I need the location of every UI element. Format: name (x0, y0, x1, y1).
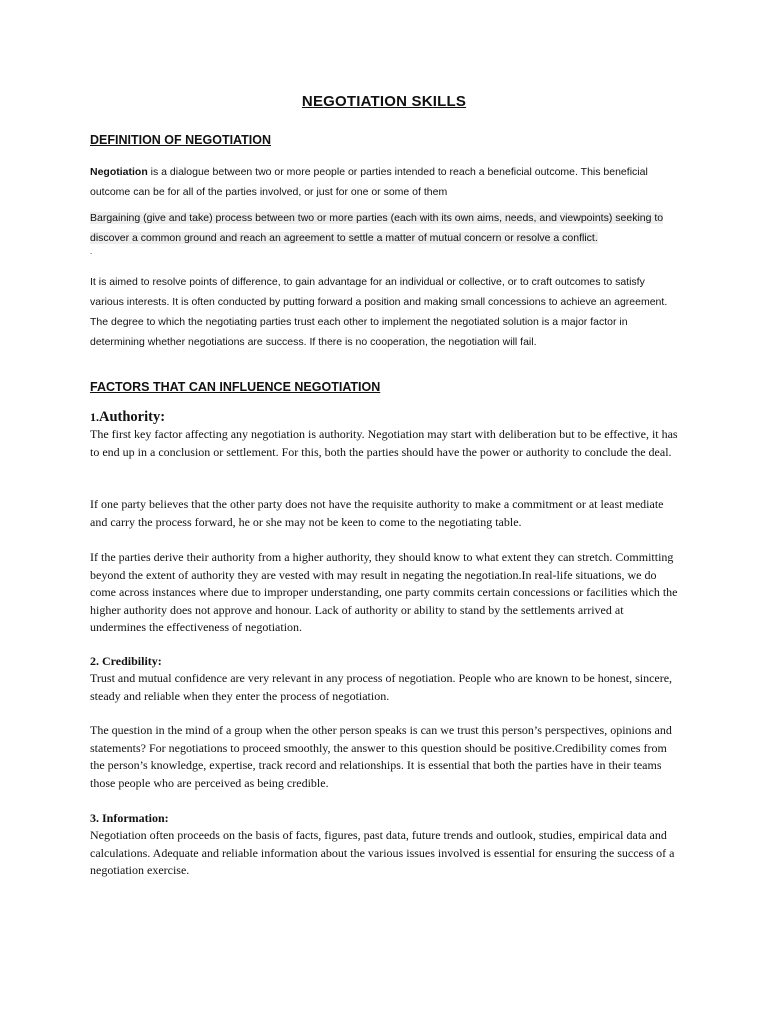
authority-paragraph-2: If one party believes that the other party does not have the requisite authority to make a commitment or at least mediate and carry the process forward, he or she may not be keen to come to the negotiating table. (90, 497, 664, 529)
credibility-paragraph-1: Trust and mutual confidence are very relevant in any process of negotiation. People who are known to be honest, sincere, steady and reliable when they enter the process of negotiation. (90, 671, 673, 703)
information-heading: 3. Information: (90, 811, 169, 825)
authority-paragraph-1: The first key factor affecting any negotiation is authority. Negotiation may start with deliberation but to be effective, it has to end up in a conclusion or settlement. For this, both the parties should have the power or authority to conclude the deal. (90, 427, 678, 459)
document-title: NEGOTIATION SKILLS (301, 93, 467, 110)
definition-paragraph-1-text: is a dialogue between two or more people or parties intended to reach a beneficial outcome. This beneficial outcome can be for all of the parties involved, or just for one or some of them (90, 166, 648, 198)
bargaining-highlight: Bargaining (give and take) process between two or more parties (each with its own aims, needs, and viewpoints) seeking to discover a common ground and reach an agreement to settle a matter of mutual concern or resolve a conflict. (90, 212, 664, 244)
authority-paragraph-3: If the parties derive their authority from a higher authority, they should know to what extent they can stretch. Committing beyond the extent of authority they are vested with may result in negating the negotiation.In real-life situations, we do come across instances where due to improper understanding, one party commits certain concessions or facilities which the higher authority does not approve and honour. Lack of authority or ability to stand by the settlements arrived at undermines the effectiveness of negotiation. (90, 550, 678, 634)
information-paragraph-1: Negotiation often proceeds on the basis of facts, figures, past data, future trends and outlook, studies, empirical data and calculations. Adequate and reliable information about the various issues involved is essential for ensuring the success of a negotiation exercise. (90, 828, 675, 877)
negotiation-term: Negotiation (90, 166, 148, 178)
definition-heading: DEFINITION OF NEGOTIATION (90, 133, 272, 147)
credibility-paragraph-2: The question in the mind of a group when the other person speaks is can we trust this person’s perspectives, opinions and statements? For negotiations to proceed smoothly, the answer to this question should be positive.Credibility comes from the person’s knowledge, expertise, track record and relationships. It is essential that both the parties have in their teams those people who are perceived as being credible. (90, 723, 672, 790)
factors-heading: FACTORS THAT CAN INFLUENCE NEGOTIATION (90, 380, 381, 394)
definition-paragraph-2 (90, 208, 680, 248)
stray-dot: . (90, 247, 93, 256)
definition-paragraph-1 (90, 162, 680, 202)
authority-number: 1. (90, 410, 99, 424)
definition-paragraph-3: It is aimed to resolve points of difference, to gain advantage for an individual or collective, or to craft outcomes to satisfy various interests. It is often conducted by putting forward a position and making small concessions to achieve an agreement. The degree to which the negotiating parties trust each other to implement the negotiated solution is a major factor in determining whether negotiations are success. If there is no cooperation, the negotiation will fail. (90, 276, 668, 348)
authority-heading-text: Authority: (99, 409, 166, 425)
authority-heading (90, 409, 165, 426)
credibility-heading: 2. Credibility: (90, 654, 162, 668)
